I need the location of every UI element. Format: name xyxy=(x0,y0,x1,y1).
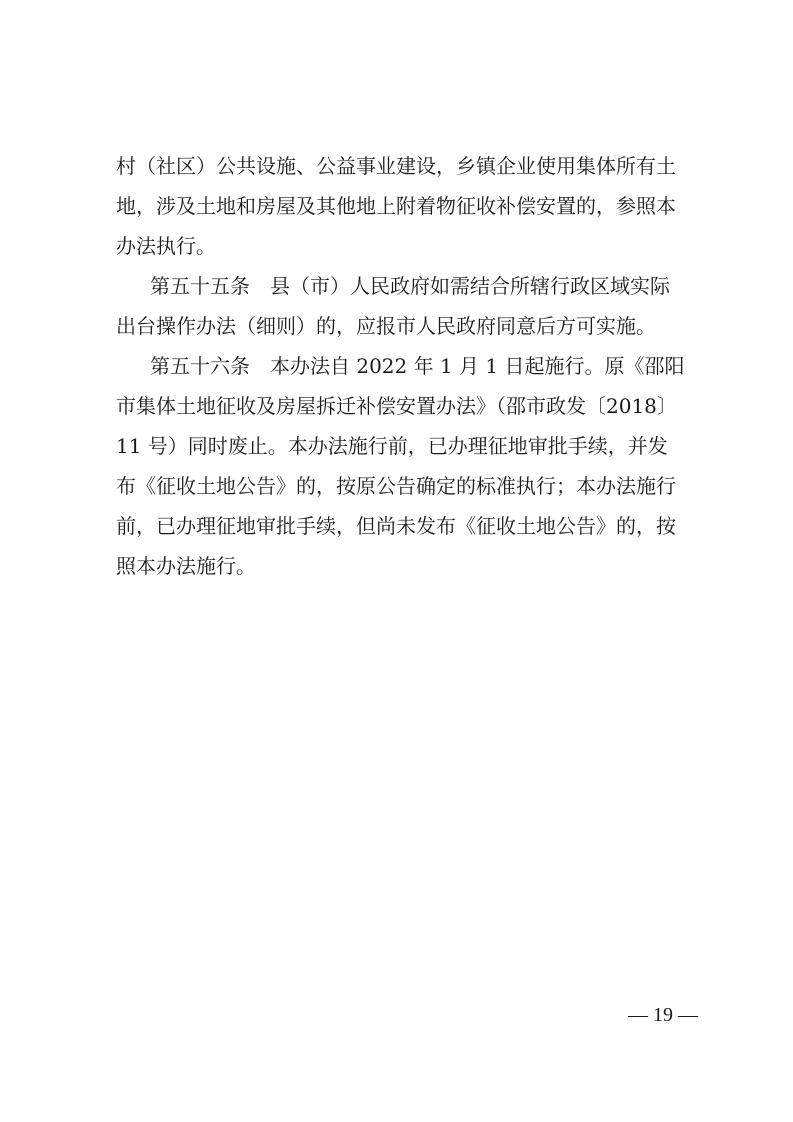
text-line: 出台操作办法（细则）的，应报市人民政府同意后方可实施。 xyxy=(116,314,656,338)
article-55-heading-line: 第五十五条 县（市）人民政府如需结合所辖行政区域实际 xyxy=(150,274,670,298)
text-line: 照本办法施行。 xyxy=(116,554,256,578)
text-line: 前，已办理征地审批手续，但尚未发布《征收土地公告》的，按 xyxy=(116,514,676,538)
text-line: 村（社区）公共设施、公益事业建设，乡镇企业使用集体所有土 xyxy=(116,154,676,178)
text-line: 地，涉及土地和房屋及其他地上附着物征收补偿安置的，参照本 xyxy=(116,194,676,218)
text-line: 办法执行。 xyxy=(116,234,216,258)
article-56-heading-line: 第五十六条 本办法自 2022 年 1 月 1 日起施行。原《邵阳 xyxy=(150,354,685,378)
text-line: 市集体土地征收及房屋拆迁补偿安置办法》（邵市政发〔2018〕 xyxy=(116,394,677,418)
document-body xyxy=(116,146,696,586)
text-line: 11 号）同时废止。本办法施行前，已办理征地审批手续，并发 xyxy=(116,434,668,458)
text-line: 布《征收土地公告》的，按原公告确定的标准执行；本办法施行 xyxy=(116,474,676,498)
page-number: — 19 — xyxy=(628,1004,698,1026)
